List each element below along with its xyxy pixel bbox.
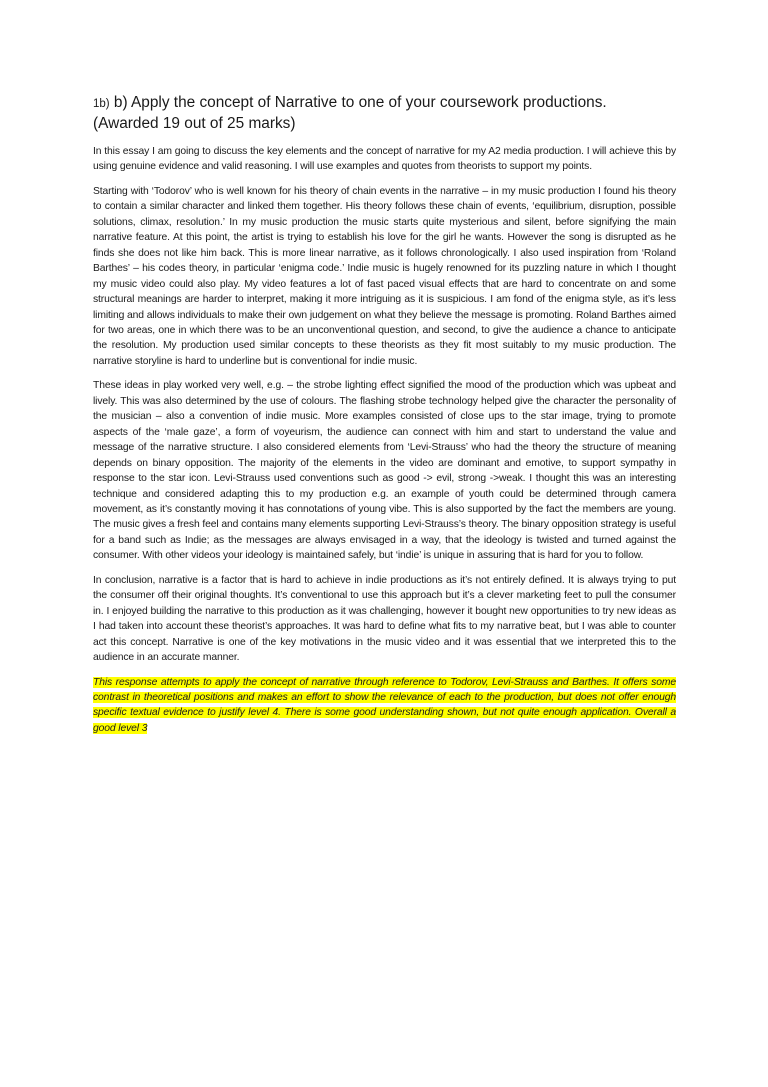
awarded-marks: (Awarded 19 out of 25 marks) <box>93 115 296 132</box>
question-title: b) Apply the concept of Narrative to one of your coursework productions. <box>113 94 607 111</box>
essay-conclusion: In conclusion, narrative is a factor that is hard to achieve in indie productions as it’s not entirely defined. It is always trying to put the consumer off their original thoughts. It’s conventional to use this approach but it’s a clever marketing feet to pull the consumer in. I enjoyed building the narrative to this production as it was challenging, however it bought new opportunities to try new ideas as I had taken into account these theorist’s approaches. It was hard to define what fits to my narrative beat, but I was able to counter act this concept. Narrative is one of the key motivations in the music video and it was essential that we interpreted this to the audience in an accurate manner. <box>93 574 676 664</box>
question-number: 1b) <box>93 98 110 110</box>
essay-paragraph-todorov-barthes: Starting with ‘Todorov’ who is well known for his theory of chain events in the narrative – in my music production I found his theory to contain a similar character and linked them together. His theory follows these chain of events, ‘equilibrium, disruption, possible solutions, climax, resolution.’ In my music production the music starts quite mysterious and silent, before signifying the main narrative feature. At this point, the artist is trying to establish his love for the girl he wants. However the song is disrupted as he finds she does not like him back. This is more linear narrative, as it follows chronologically. I also used inspiration from ‘Roland Barthes’ – his codes theory, in particular ‘enigma code.’ Indie music is hugely renowned for its puzzling nature in which I thought my music video could also play. My video features a lot of fast paced visual effects that are hard to concentrate on and some structural meanings are harder to interpret, making it more intriguing as it is suspicious. I am fond of the enigma style, as it’s less limiting and allows individuals to make their own judgement on what they believe the message is promoting. Roland Barthes aimed for two areas, one in which there was to be an unconventional question, and second, to give the audience a chance to anticipate the resolution. My production used similar concepts to these theorists as they fit most suitably to my music production. The narrative storyline is hard to underline but is conventional for indie music. <box>93 185 676 367</box>
document-page <box>93 93 676 736</box>
essay-paragraph-levi-strauss: These ideas in play worked very well, e.g. – the strobe lighting effect signified the mood of the production which was upbeat and lively. This was also determined by the use of colours. The flashing strobe technology helped give the character the personality of the musician – also a convention of indie music. More examples consisted of close ups to the star image, trying to promote aspects of the ‘male gaze’, a form of voyeurism, the audience can connect with him and start to understand the value and message of the narrative structure. I also considered elements from ‘Levi-Strauss’ who had the theory the structure of meaning depends on binary opposition. The majority of the elements in the video are dominant and emotive, to support sympathy in response to the star icon. Levi-Strauss used conventions such as good -> evil, strong ->weak. I thought this was an interesting technique and considered adapting this to my production e.g. an example of youth could be determined through camera movement, as it’s constantly moving it has connotations of young vibe. This is also supported by the fact the members are young. The music gives a fresh feel and contains many elements supporting Levi-Strauss’s theory. The binary opposition strategy is useful for a band such as Indie; as the messages are always envisaged in a way, that the ideology is twisted and turned against the consumer. With other videos your ideology is maintained safely, but ‘indie’ is unique in assuring that is hard for you to follow. <box>93 380 676 562</box>
question-heading <box>93 93 676 133</box>
essay-introduction: In this essay I am going to discuss the key elements and the concept of narrative for my A2 media production. I will achieve this by using genuine evidence and valid reasoning. I will use examples and quotes from theorists to support my points. <box>93 146 676 173</box>
feedback-highlight: This response attempts to apply the concept of narrative through reference to Todorov, Levi-Strauss and Barthes. It offers some contrast in theoretical positions and makes an effort to show the relevance of each to the production, but does not offer enough specific textual evidence to justify level 4. There is some good understanding shown, but not quite enough application. Overall a good level 3 <box>93 676 676 734</box>
examiner-feedback <box>93 675 676 737</box>
